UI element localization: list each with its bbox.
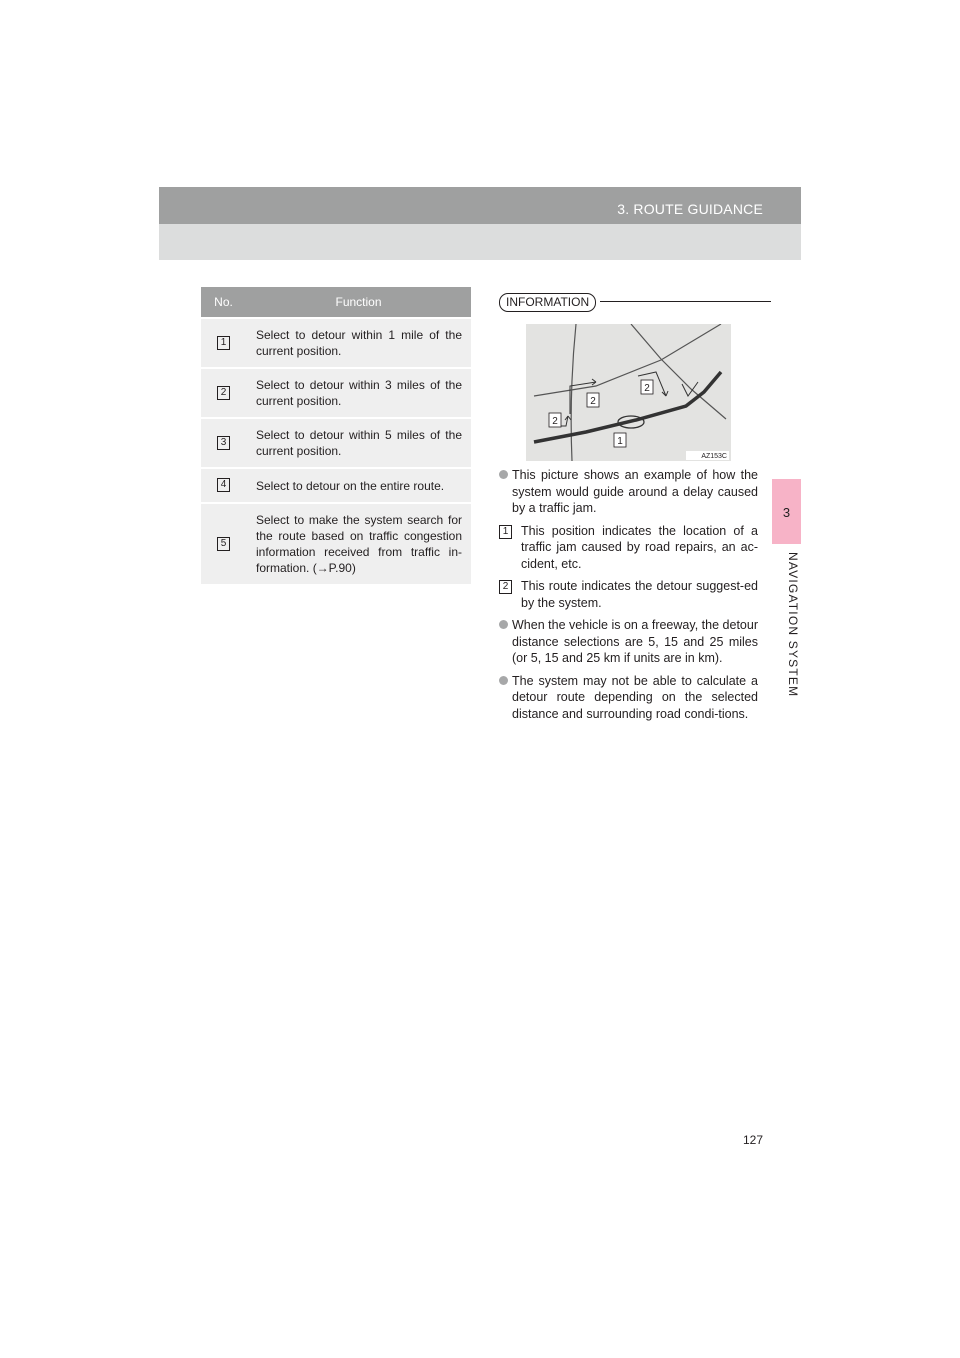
function-table	[201, 287, 471, 584]
bullet-icon	[499, 470, 508, 479]
table-header-row	[201, 287, 471, 318]
table-row	[201, 418, 471, 468]
bullet-icon	[499, 676, 508, 685]
information-badge: INFORMATION	[499, 293, 596, 312]
legend-item	[499, 578, 758, 611]
bullet-text: This picture shows an example of how the system would guide around a delay caused by a traffic jam.	[512, 468, 758, 515]
row-number-badge: 5	[217, 537, 230, 551]
information-list	[499, 467, 758, 728]
chapter-tab[interactable]	[772, 479, 801, 544]
page-number: 127	[743, 1133, 764, 1147]
chapter-number: 3	[782, 505, 791, 520]
function-cell: Select to detour within 1 mile of the current position.	[246, 318, 471, 368]
chapter-label: NAVIGATION SYSTEM	[786, 552, 800, 698]
legend-number-badge: 1	[499, 525, 512, 539]
header-band	[159, 224, 801, 260]
function-cell: Select to detour within 5 miles of the current position.	[246, 418, 471, 468]
detour-map-illustration	[526, 324, 731, 461]
table-row	[201, 468, 471, 503]
function-cell: Select to detour within 3 miles of the current position.	[246, 368, 471, 418]
row-number-badge: 2	[217, 386, 230, 400]
legend-text: This route indicates the detour suggest-ed by the system.	[521, 579, 758, 610]
row-number-badge: 4	[217, 478, 230, 492]
route-label-2: 2	[644, 383, 650, 394]
section-title: 3. ROUTE GUIDANCE	[617, 201, 763, 217]
bullet-icon	[499, 620, 508, 629]
row-number-badge: 3	[217, 436, 230, 450]
image-code: AZ153C	[701, 453, 727, 460]
table-row	[201, 318, 471, 368]
info-bullet	[499, 617, 758, 667]
jam-label-1: 1	[617, 436, 623, 447]
table-row	[201, 503, 471, 584]
bullet-text: When the vehicle is on a freeway, the detour distance selections are 5, 15 and 25 miles (or 5, 15 and 25 km if units are in km).	[512, 618, 758, 665]
table-row	[201, 368, 471, 418]
column-header-no: No.	[201, 287, 246, 318]
column-header-function: Function	[246, 287, 471, 318]
info-bullet	[499, 673, 758, 723]
function-cell: Select to detour on the entire route.	[246, 468, 471, 503]
row-number-badge: 1	[217, 336, 230, 350]
function-cell: Select to make the system search for the route based on traffic congestion information received from traffic in-formation. (→P.90)	[246, 503, 471, 584]
information-rule	[600, 301, 771, 302]
legend-text: This position indicates the location of a traffic jam caused by road repairs, an ac-cident, etc.	[521, 523, 758, 571]
header-bar	[159, 187, 801, 224]
route-label-2: 2	[590, 396, 596, 407]
bullet-text: The system may not be able to calculate a detour route depending on the selected distance and surrounding road condi-tions.	[512, 673, 758, 721]
legend-item	[499, 523, 758, 573]
info-bullet	[499, 467, 758, 517]
route-label-2: 2	[552, 416, 558, 427]
legend-number-badge: 2	[499, 580, 512, 594]
